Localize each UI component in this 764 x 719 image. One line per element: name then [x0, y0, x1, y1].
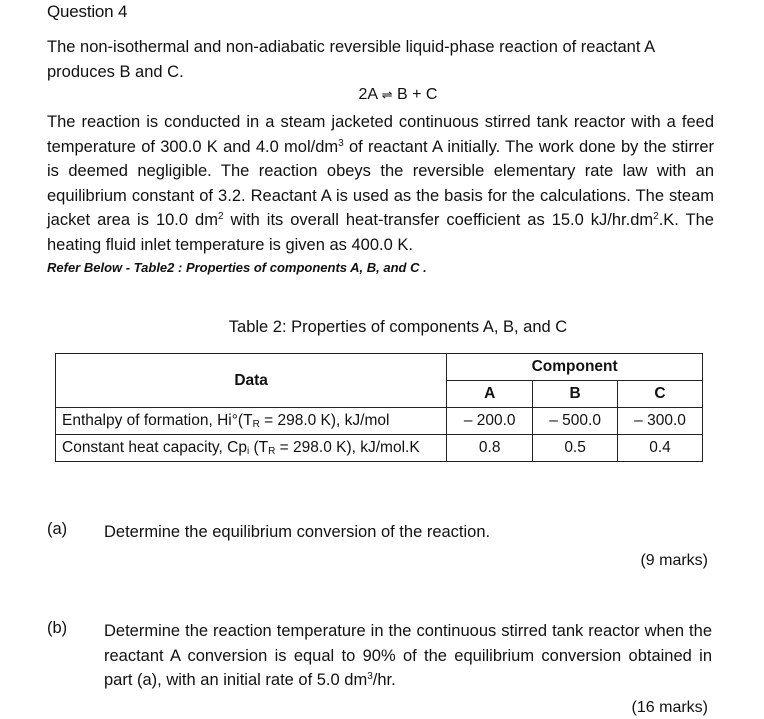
header-data: Data — [56, 354, 447, 408]
reference-note: Refer Below - Table2 : Properties of components A, B, and C . — [47, 260, 427, 275]
part-a-label: (a) — [47, 520, 68, 538]
part-b-label: (b) — [47, 619, 68, 637]
reaction-equation — [0, 86, 764, 104]
column-a: A — [447, 381, 533, 408]
intro-paragraph: The non-isothermal and non-adiabatic reversible liquid-phase reaction of reactant A produces B and C. — [47, 38, 655, 81]
column-c: C — [618, 381, 703, 408]
question-title: Question 4 — [47, 2, 128, 21]
properties-table — [55, 353, 703, 462]
cell-value: 0.4 — [618, 435, 703, 462]
part-a-marks: (9 marks) — [640, 552, 708, 569]
cell-value: – 300.0 — [618, 408, 703, 435]
header-component: Component — [447, 354, 703, 381]
equilibrium-arrow-icon: ⇌ — [381, 87, 393, 102]
table-row — [56, 435, 703, 462]
part-b-question: Determine the reaction temperature in the continuous stirred tank reactor when the reactant A conversion is equal to 90% of the equilibrium conversion obtained in part (a), with an initial rate of 5.0 $dm^3/hr$. — [104, 622, 712, 689]
part-a-question: Determine the equilibrium conversion of the reaction. — [104, 523, 491, 541]
description-paragraph: The reaction is conducted in a steam jacketed continuous stirred tank reactor with a feed temperature of 300.0 K and 4.0 mol/$dm^3$ of reactant A initially. The work done by the stirrer is deemed negligible. The reaction obeys the reversible elementary rate law with an equilibrium constant of 3.2. Reactant A is used as the basis for the calculations. The steam jacket area is 10.0 $dm^2$ with its overall heat-transfer coefficient as 15.0 $kJ/hr.dm^2.K$. The heating fluid inlet temperature is given as 400.0 K. — [47, 113, 714, 254]
part-b-marks: (16 marks) — [631, 699, 708, 716]
equation-lhs: 2A — [358, 86, 378, 103]
cell-value: 0.5 — [533, 435, 618, 462]
equation-rhs: B + C — [397, 86, 438, 103]
cell-value: – 200.0 — [447, 408, 533, 435]
column-b: B — [533, 381, 618, 408]
row-label-heat-capacity: Constant heat capacity, $Cp_i$ ($T_R = 298.0$ K), kJ/mol.K — [56, 435, 447, 462]
cell-value: – 500.0 — [533, 408, 618, 435]
row-label-enthalpy: Enthalpy of formation, $Hi^\circ(T_R = 298.0$ K), kJ/mol — [56, 408, 447, 435]
cell-value: 0.8 — [447, 435, 533, 462]
table-row — [56, 408, 703, 435]
table-caption: Table 2: Properties of components A, B, and C — [228, 318, 568, 336]
